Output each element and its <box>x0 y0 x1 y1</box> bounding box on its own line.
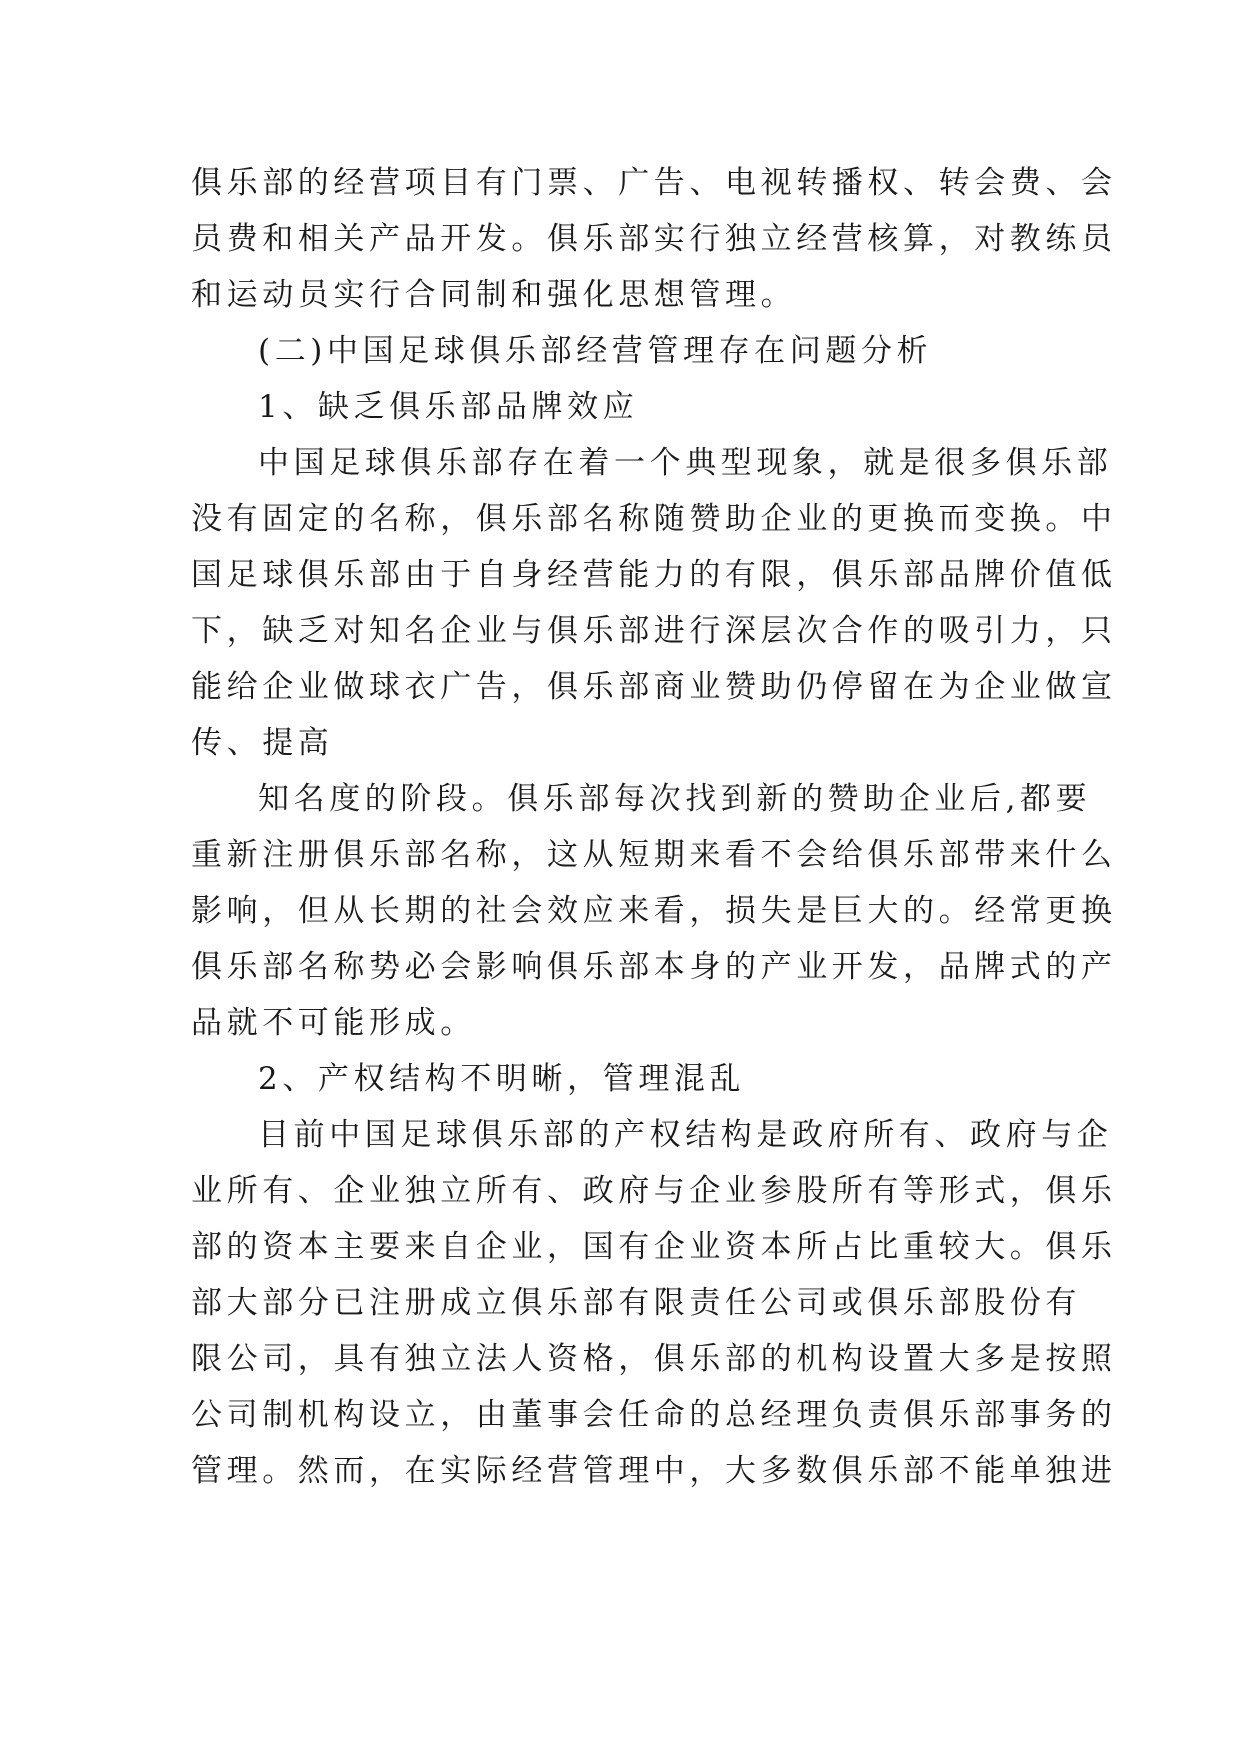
paragraph-line: 业所有、企业独立所有、政府与企业参股所有等形式，俱乐 <box>191 1173 1117 1209</box>
paragraph-line: 目前中国足球俱乐部的产权结构是政府所有、政府与企 <box>258 1117 1113 1153</box>
paragraph-line: 员费和相关产品开发。俱乐部实行独立经营核算，对教练员 <box>191 221 1117 257</box>
paragraph-line: 传、提高 <box>191 725 334 761</box>
paragraph-line: 管理。然而，在实际经营管理中，大多数俱乐部不能单独进 <box>191 1453 1117 1489</box>
paragraph-line: 俱乐部的经营项目有门票、广告、电视转播权、转会费、会 <box>191 165 1117 201</box>
subsection-heading: 1、缺乏俱乐部品牌效应 <box>258 389 639 425</box>
section-heading: (二)中国足球俱乐部经营管理存在问题分析 <box>258 333 933 369</box>
paragraph-line: 公司制机构设立，由董事会任命的总经理负责俱乐部事务的 <box>191 1397 1117 1433</box>
paragraph-line: 没有固定的名称，俱乐部名称随赞助企业的更换而变换。中 <box>191 501 1117 537</box>
subsection-heading: 2、产权结构不明晰，管理混乱 <box>258 1061 746 1097</box>
paragraph-line: 品就不可能形成。 <box>191 1005 476 1041</box>
paragraph-line: 和运动员实行合同制和强化思想管理。 <box>191 277 797 313</box>
paragraph-line: 限公司，具有独立法人资格，俱乐部的机构设置大多是按照 <box>191 1341 1117 1377</box>
paragraph-line: 重新注册俱乐部名称，这从短期来看不会给俱乐部带来什么 <box>191 837 1117 873</box>
paragraph-line: 部大部分已注册成立俱乐部有限责任公司或俱乐部股份有 <box>191 1285 1081 1321</box>
paragraph-line: 影响，但从长期的社会效应来看，损失是巨大的。经常更换 <box>191 893 1117 929</box>
paragraph-line: 中国足球俱乐部存在着一个典型现象，就是很多俱乐部 <box>258 445 1113 481</box>
paragraph-line: 国足球俱乐部由于自身经营能力的有限，俱乐部品牌价值低 <box>191 557 1117 593</box>
paragraph-line: 部的资本主要来自企业，国有企业资本所占比重较大。俱乐 <box>191 1229 1117 1265</box>
paragraph-line: 知名度的阶段。俱乐部每次找到新的赞助企业后,都要 <box>258 781 1092 817</box>
paragraph-line: 下，缺乏对知名企业与俱乐部进行深层次合作的吸引力，只 <box>191 613 1117 649</box>
paragraph-line: 俱乐部名称势必会影响俱乐部本身的产业开发，品牌式的产 <box>191 949 1117 985</box>
paragraph-line: 能给企业做球衣广告，俱乐部商业赞助仍停留在为企业做宣 <box>191 669 1117 705</box>
